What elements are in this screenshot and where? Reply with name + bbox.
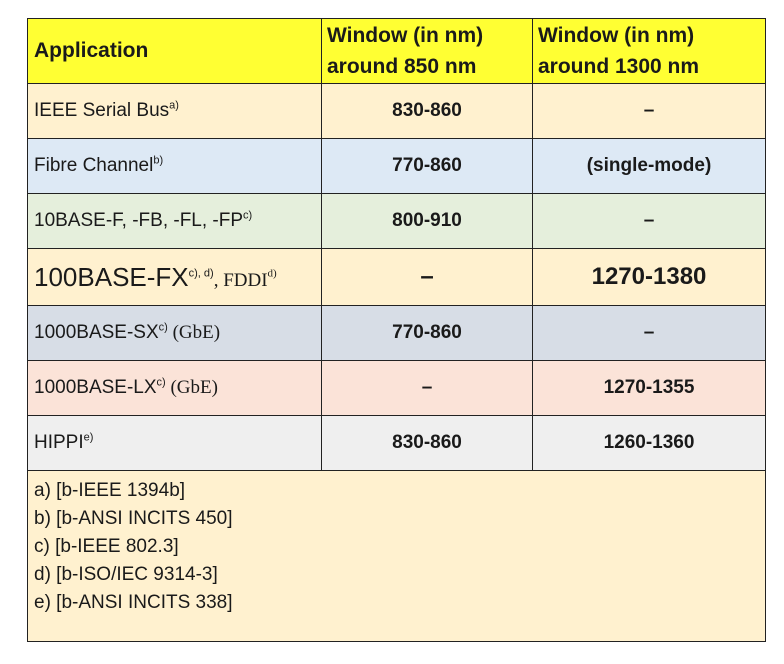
window-1300-cell: – <box>533 84 766 139</box>
header-1300 <box>533 19 766 84</box>
footnote-ref: b) <box>153 154 164 167</box>
app-name-extra: (GbE) <box>165 377 218 398</box>
header-850-line2: around 850 nm <box>327 55 477 78</box>
notes-row <box>28 471 766 642</box>
window-1300-cell: – <box>533 306 766 361</box>
table-row <box>28 306 766 361</box>
app-name: HIPPI <box>34 432 84 453</box>
app-name: 100BASE-FX <box>34 261 189 292</box>
note-a: a) [b-IEEE 1394b] <box>34 480 186 501</box>
table-row <box>28 84 766 139</box>
app-name: 10BASE-F, -FB, -FL, -FP <box>34 210 244 231</box>
table-row <box>28 249 766 306</box>
notes-cell <box>28 471 766 642</box>
app-cell <box>28 84 322 139</box>
app-name: Fibre Channel <box>34 155 154 176</box>
app-name: 1000BASE-SX <box>34 322 159 343</box>
window-850-cell: 770-860 <box>322 306 533 361</box>
window-1300-cell: 1260-1360 <box>533 416 766 471</box>
note-b: b) [b-ANSI INCITS 450] <box>34 508 233 529</box>
note-d: d) [b-ISO/IEC 9314-3] <box>34 564 218 585</box>
app-name: 1000BASE-LX <box>34 377 157 398</box>
table-row <box>28 194 766 249</box>
window-850-cell: 800-910 <box>322 194 533 249</box>
window-1300-cell: 1270-1355 <box>533 361 766 416</box>
app-cell <box>28 416 322 471</box>
app-cell <box>28 194 322 249</box>
footnote-ref: e) <box>83 431 94 444</box>
window-850-cell: 830-860 <box>322 416 533 471</box>
footnote-ref: d) <box>267 266 277 279</box>
wavelength-window-table <box>27 18 766 642</box>
window-850-cell: – <box>322 249 533 306</box>
app-name-extra: (GbE) <box>167 322 221 343</box>
table-row <box>28 139 766 194</box>
app-name-extra: , FDDI <box>213 269 268 291</box>
header-application <box>28 19 322 84</box>
app-cell <box>28 306 322 361</box>
footnote-ref: c) <box>156 376 166 389</box>
table-row <box>28 361 766 416</box>
window-850-cell: – <box>322 361 533 416</box>
footnote-ref: c), d) <box>188 266 214 279</box>
header-1300-line2: around 1300 nm <box>538 55 700 78</box>
app-name: IEEE Serial Bus <box>34 100 170 121</box>
header-row <box>28 19 766 84</box>
footnote-ref: c) <box>158 321 168 334</box>
footnote-ref: a) <box>169 99 179 112</box>
header-850-line1: Window (in nm) <box>327 24 484 47</box>
table-row <box>28 416 766 471</box>
header-850 <box>322 19 533 84</box>
note-c: c) [b-IEEE 802.3] <box>34 536 179 557</box>
app-cell <box>28 361 322 416</box>
window-850-cell: 770-860 <box>322 139 533 194</box>
window-1300-cell: 1270-1380 <box>533 249 766 306</box>
app-cell <box>28 249 322 306</box>
window-1300-cell: – <box>533 194 766 249</box>
header-application-label: Application <box>34 39 149 62</box>
window-850-cell: 830-860 <box>322 84 533 139</box>
window-1300-cell: (single-mode) <box>533 139 766 194</box>
header-1300-line1: Window (in nm) <box>538 24 695 47</box>
footnote-ref: c) <box>243 209 253 222</box>
app-cell <box>28 139 322 194</box>
note-e: e) [b-ANSI INCITS 338] <box>34 592 233 613</box>
